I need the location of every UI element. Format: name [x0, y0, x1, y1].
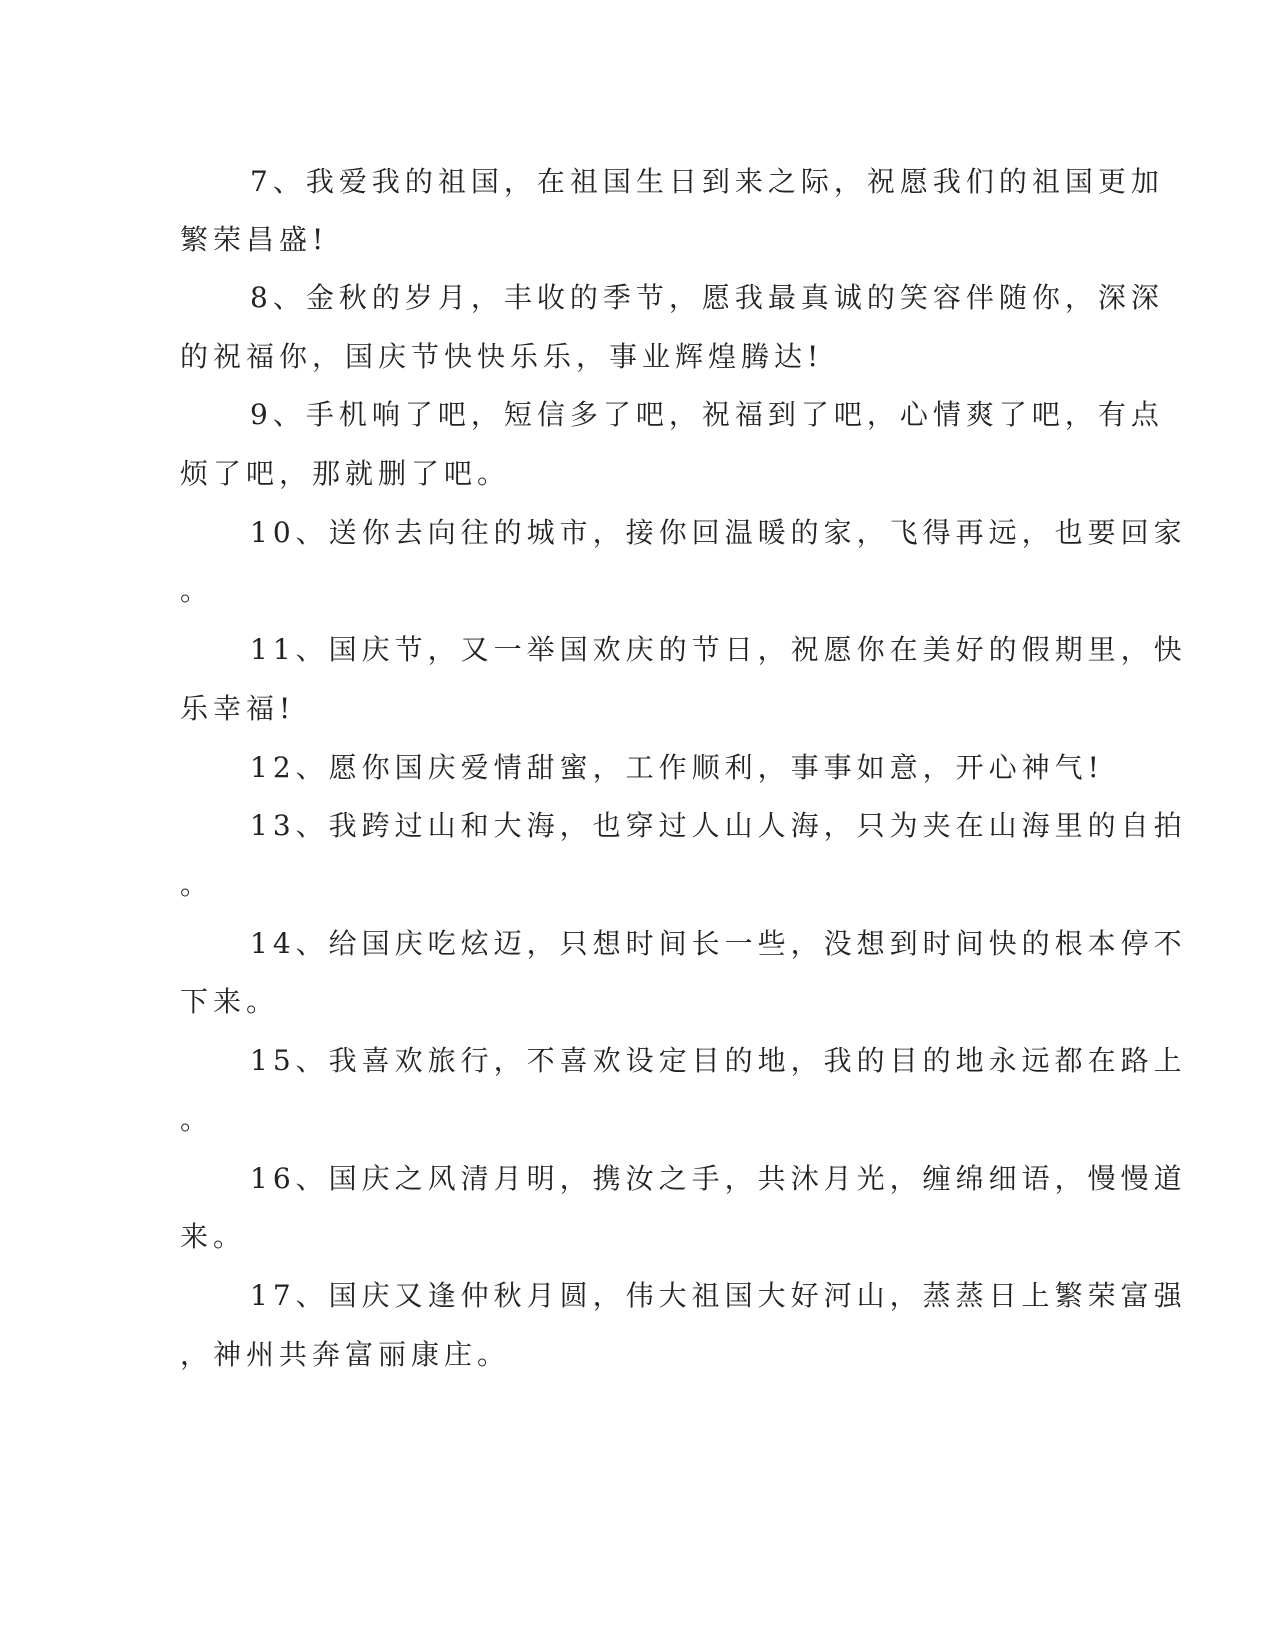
paragraph-12-line-1: 12、愿你国庆爱情甜蜜，工作顺利，事事如意，开心神气!	[250, 751, 1104, 784]
paragraph-8-line-2: 的祝福你，国庆节快快乐乐，事业辉煌腾达!	[180, 340, 824, 373]
paragraph-13-line-1: 13、我跨过山和大海，也穿过人山人海，只为夹在山海里的自拍	[250, 809, 1187, 842]
paragraph-11-line-2: 乐幸福!	[180, 692, 296, 725]
paragraph-14-line-2: 下来。	[180, 985, 280, 1018]
paragraph-9-line-2: 烦了吧，那就删了吧。	[180, 457, 511, 490]
paragraph-7-line-2: 繁荣昌盛!	[180, 223, 329, 256]
paragraph-14-line-1: 14、给国庆吃炫迈，只想时间长一些，没想到时间快的根本停不	[250, 927, 1187, 960]
paragraph-15-line-1: 15、我喜欢旅行，不喜欢设定目的地，我的目的地永远都在路上	[250, 1044, 1187, 1077]
paragraph-8-line-1: 8、金秋的岁月，丰收的季节，愿我最真诚的笑容伴随你，深深	[250, 281, 1164, 314]
paragraph-10-line-2: 。	[180, 574, 214, 607]
paragraph-9-line-1: 9、手机响了吧，短信多了吧，祝福到了吧，心情爽了吧，有点	[250, 398, 1164, 431]
paragraph-7-line-1: 7、我爱我的祖国，在祖国生日到来之际，祝愿我们的祖国更加	[250, 165, 1164, 198]
paragraph-15-line-2: 。	[180, 1103, 214, 1136]
paragraph-13-line-2: 。	[180, 868, 214, 901]
paragraph-17-line-2: ，神州共奔富丽康庄。	[180, 1338, 511, 1371]
paragraph-16-line-2: 来。	[180, 1220, 247, 1253]
paragraph-10-line-1: 10、送你去向往的城市，接你回温暖的家，飞得再远，也要回家	[250, 516, 1187, 549]
paragraph-11-line-1: 11、国庆节，又一举国欢庆的节日，祝愿你在美好的假期里，快	[250, 633, 1187, 666]
paragraph-16-line-1: 16、国庆之风清月明，携汝之手，共沐月光，缠绵细语，慢慢道	[250, 1162, 1187, 1195]
paragraph-17-line-1: 17、国庆又逢仲秋月圆，伟大祖国大好河山，蒸蒸日上繁荣富强	[250, 1279, 1187, 1312]
